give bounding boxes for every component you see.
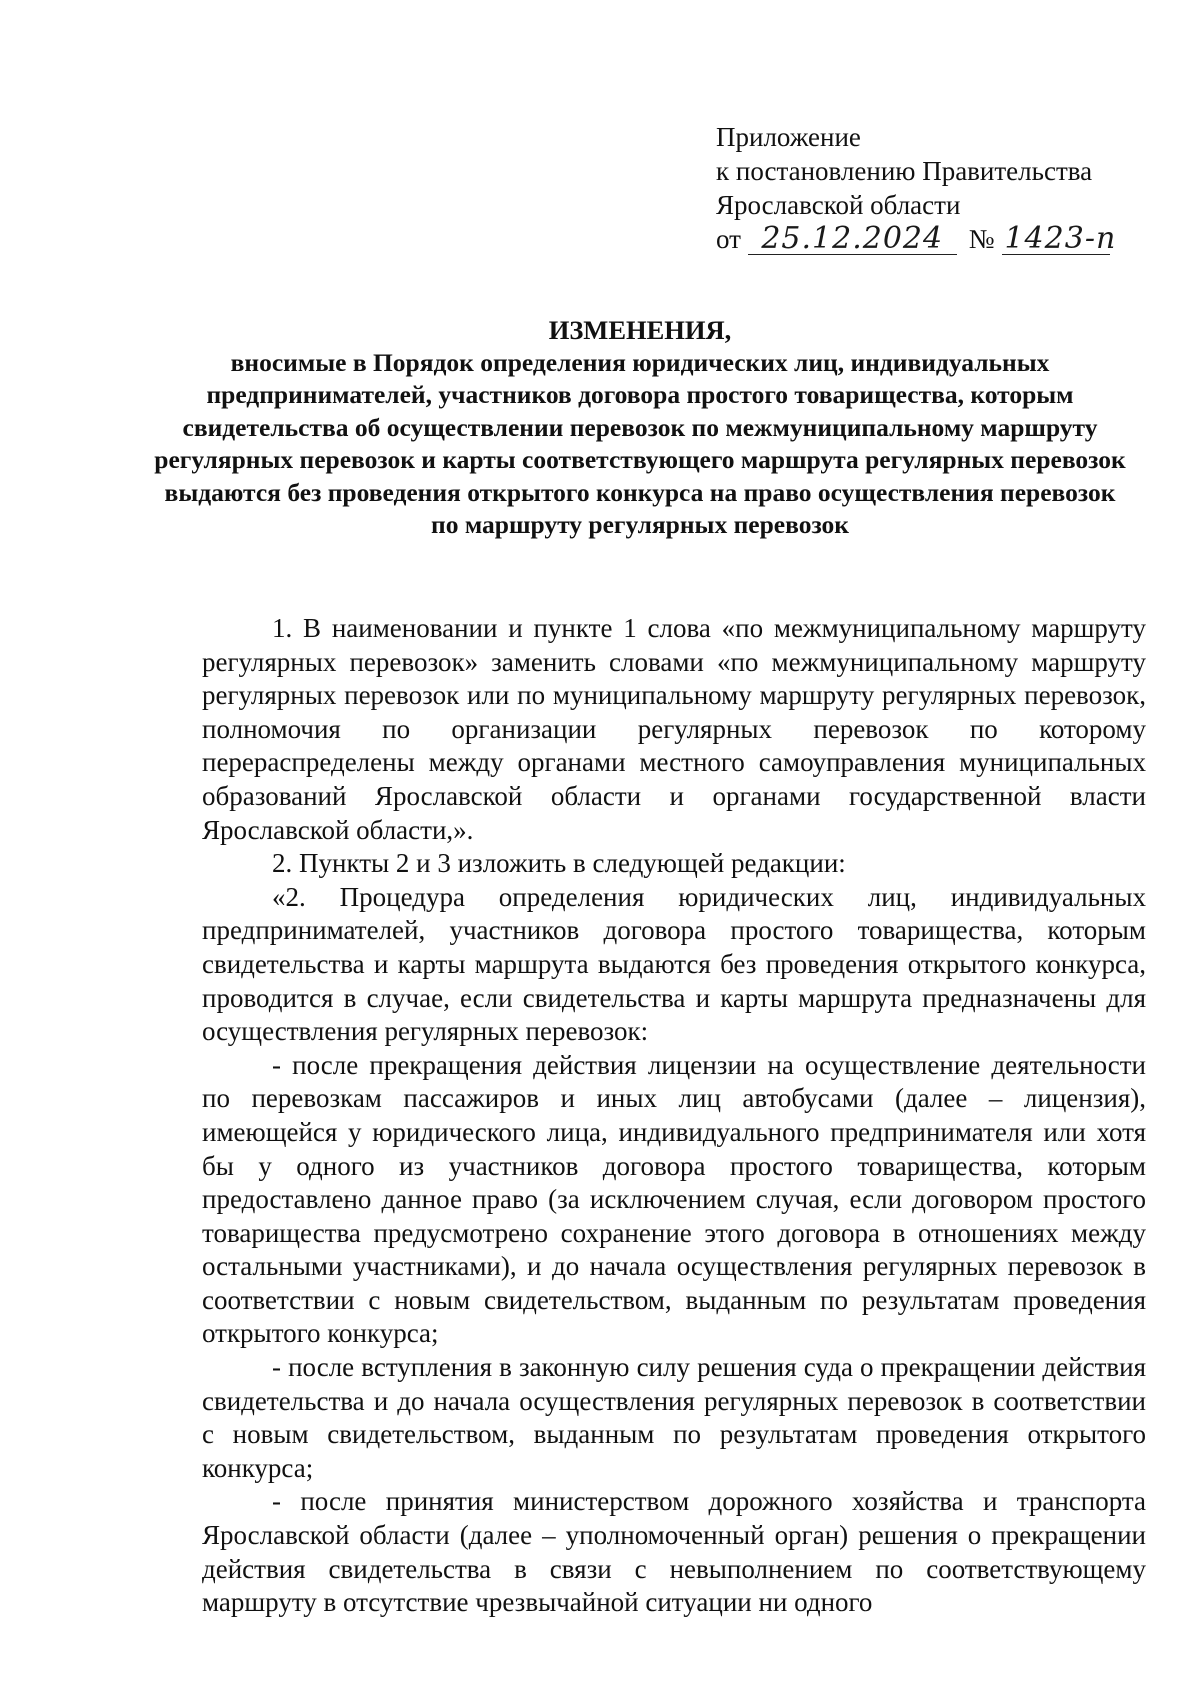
title-subtitle: вносимые в Порядок определения юридических лиц, индивидуальных предпринимателей, участников договора простого товарищества, которым свидетельства об осуществлении перевозок по межмуниципальному маршруту регулярных перевозок и карты соответствующего маршрута регулярных перевозок выдаются без проведения открытого конкурса на право осуществления перевозок по маршруту регулярных перевозок [154,347,1126,539]
appendix-header [716,120,1176,256]
paragraph-3: «2. Процедура определения юридических лиц, индивидуальных предпринимателей, участников договора простого товарищества, которым свидетельства и карты маршрута выдаются без проведения открытого конкурса, проводится в случае, если свидетельства и карты маршрута предназначены для осуществления регулярных перевозок: [202,881,1146,1047]
document-title [150,314,1130,542]
document-body [202,612,1146,1620]
number-sign: № [968,224,995,254]
paragraph-2: 2. Пункты 2 и 3 изложить в следующей редакции: [272,848,846,879]
appendix-line-2: к постановлению Правительства [716,156,1093,186]
date-prefix: от [716,224,741,254]
appendix-date-line [716,222,1176,256]
paragraph-1: 1. В наименовании и пункте 1 слова «по межмуниципальному маршруту регулярных перевозок» заменить словами «по межмуниципальному маршруту регулярных перевозок или по муниципальному маршруту регулярных перевозок, полномочия по организации регулярных перевозок по которому перераспределены между органами местного самоуправления муниципальных образований Ярославской области и органами государственной власти Ярославской области,». [202,613,1146,845]
title-heading: ИЗМЕНЕНИЯ, [548,315,732,345]
paragraph-5: - после вступления в законную силу решения суда о прекращении действия свидетельства и до начала осуществления регулярных перевозок в соответствии с новым свидетельством, выданным по результатам проведения открытого конкурса; [202,1352,1146,1483]
handwritten-date: 25.12.2024 [748,224,957,255]
handwritten-number: 1423-п [1004,221,1117,256]
paragraph-6: - после принятия министерством дорожного хозяйства и транспорта Ярославской области (далее – уполномоченный орган) решения о прекращении действия свидетельства в связи с невыполнением по соответствующему маршруту в отсутствие чрезвычайной ситуации ни одного [202,1486,1146,1618]
appendix-line-3: Ярославской области [716,190,961,220]
paragraph-4: - после прекращения действия лицензии на осуществление деятельности по перевозкам пассажиров и иных лиц автобусами (далее – лицензия), имеющейся у юридического лица, индивидуального предпринимателя или хотя бы у одного из участников договора простого товарищества, которым предоставлено данное право (за исключением случая, если договором простого товарищества предусмотрено сохранение этого договора в отношениях между остальными участниками), и до начала осуществления регулярных перевозок в соответствии с новым свидетельством, выданным по результатам проведения открытого конкурса; [202,1049,1146,1349]
appendix-line-1: Приложение [716,122,861,152]
